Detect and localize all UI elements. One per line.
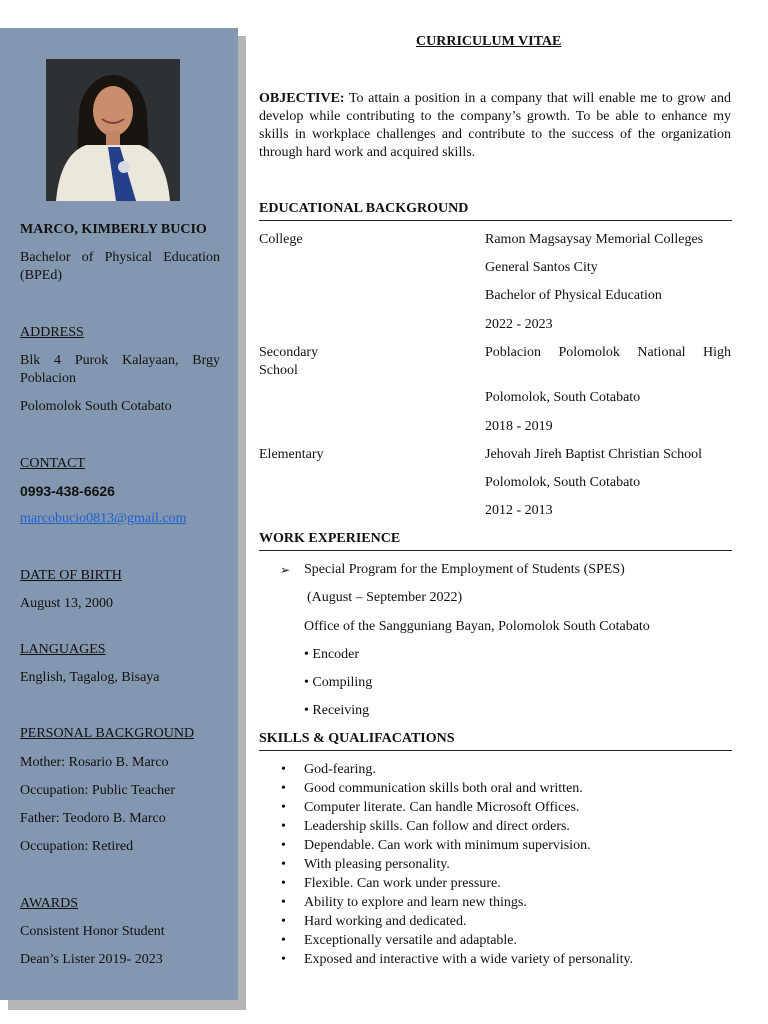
skill-item: [259, 856, 729, 875]
bullet-icon: •: [281, 838, 286, 853]
skill-text: God-fearing.: [304, 762, 376, 777]
work-period: (August – September 2022): [307, 590, 463, 605]
personal-heading: PERSONAL BACKGROUND: [20, 726, 195, 741]
phone-number: 0993-438-6626: [20, 483, 115, 499]
skill-text: With pleasing personality.: [304, 857, 450, 872]
bullet-icon: •: [281, 857, 286, 872]
skill-item: [259, 932, 729, 951]
email-link[interactable]: marcobucio0813@gmail.com: [20, 511, 187, 526]
skill-item: [259, 799, 729, 818]
edu-course: Bachelor of Physical Education: [485, 288, 662, 303]
objective-paragraph: [259, 90, 731, 162]
edu-place: General Santos City: [485, 260, 598, 275]
work-task: • Receiving: [304, 703, 370, 718]
skill-item: [259, 761, 729, 780]
skill-text: Exposed and interactive with a wide variety of personality.: [304, 952, 634, 967]
work-heading: WORK EXPERIENCE: [259, 531, 732, 551]
skill-text: Flexible. Can work under pressure.: [304, 876, 501, 891]
edu-level: College: [259, 232, 303, 247]
education-heading: EDUCATIONAL BACKGROUND: [259, 201, 732, 221]
edu-level: Secondary School: [259, 345, 319, 378]
bullet-icon: •: [281, 914, 286, 929]
award-item: Consistent Honor Student: [20, 924, 165, 939]
personal-line: Occupation: Retired: [20, 839, 134, 854]
edu-years: 2022 - 2023: [485, 317, 553, 332]
objective-text: To attain a position in a company that will enable me to grow and develop while contributing to the company’s growth. To be able to enhance my skills in workplace challenges and contribute to the success of the organization through hard work and acquired skills.: [259, 91, 731, 160]
page-title: CURRICULUM VITAE: [416, 34, 562, 49]
skill-text: Good communication skills both oral and written.: [304, 781, 583, 796]
dob-heading: DATE OF BIRTH: [20, 568, 122, 583]
bullet-icon: •: [281, 762, 286, 777]
edu-school: Ramon Magsaysay Memorial Colleges: [485, 232, 704, 247]
skill-text: Exceptionally versatile and adaptable.: [304, 933, 518, 948]
edu-years: 2012 - 2013: [485, 503, 553, 518]
bullet-icon: •: [281, 876, 286, 891]
address-line-2: Polomolok South Cotabato: [20, 399, 172, 414]
edu-school: Poblacion Polomolok National High: [485, 345, 731, 360]
bullet-icon: •: [281, 819, 286, 834]
skill-text: Computer literate. Can handle Microsoft Offices.: [304, 800, 580, 815]
skill-item: [259, 780, 729, 799]
skill-text: Ability to explore and learn new things.: [304, 895, 527, 910]
personal-line: Father: Teodoro B. Marco: [20, 811, 166, 826]
skill-item: [259, 913, 729, 932]
edu-place: Polomolok, South Cotabato: [485, 390, 641, 405]
skills-list: [259, 761, 729, 970]
bullet-icon: •: [281, 895, 286, 910]
edu-place: Polomolok, South Cotabato: [485, 475, 641, 490]
skill-text: Leadership skills. Can follow and direct orders.: [304, 819, 570, 834]
awards-heading: AWARDS: [20, 896, 78, 911]
skill-text: Hard working and dedicated.: [304, 914, 467, 929]
profile-photo-illustration: [46, 59, 180, 201]
skill-text: Dependable. Can work with minimum supervision.: [304, 838, 591, 853]
bullet-icon: •: [281, 933, 286, 948]
skill-item: [259, 951, 729, 970]
profile-photo: [46, 59, 180, 201]
skill-item: [259, 894, 729, 913]
award-item: Dean’s Lister 2019- 2023: [20, 952, 163, 967]
degree: Bachelor of Physical Education (BPEd): [20, 250, 220, 283]
address-heading: ADDRESS: [20, 325, 84, 340]
personal-line: Occupation: Public Teacher: [20, 783, 176, 798]
edu-level: Elementary: [259, 447, 324, 462]
languages-value: English, Tagalog, Bisaya: [20, 670, 160, 685]
work-task: • Encoder: [304, 647, 360, 662]
arrow-bullet-icon: ➢: [280, 563, 291, 577]
bullet-icon: •: [281, 781, 286, 796]
skill-item: [259, 818, 729, 837]
candidate-name: MARCO, KIMBERLY BUCIO: [20, 222, 207, 237]
bullet-icon: •: [281, 952, 286, 967]
edu-school: Jehovah Jireh Baptist Christian School: [485, 447, 702, 462]
skills-heading: SKILLS & QUALIFACATIONS: [259, 731, 732, 751]
objective-label: OBJECTIVE:: [259, 91, 345, 106]
contact-heading: CONTACT: [20, 456, 85, 471]
work-task: • Compiling: [304, 675, 373, 690]
languages-heading: LANGUAGES: [20, 642, 106, 657]
bullet-icon: •: [281, 800, 286, 815]
personal-line: Mother: Rosario B. Marco: [20, 755, 169, 770]
work-program: Special Program for the Employment of Students (SPES): [304, 562, 625, 577]
work-office: Office of the Sangguniang Bayan, Polomolok South Cotabato: [304, 619, 650, 634]
skill-item: [259, 875, 729, 894]
dob-value: August 13, 2000: [20, 596, 113, 611]
address-line-1: Blk 4 Purok Kalayaan, Brgy Poblacion: [20, 353, 220, 386]
skill-item: [259, 837, 729, 856]
edu-years: 2018 - 2019: [485, 419, 553, 434]
